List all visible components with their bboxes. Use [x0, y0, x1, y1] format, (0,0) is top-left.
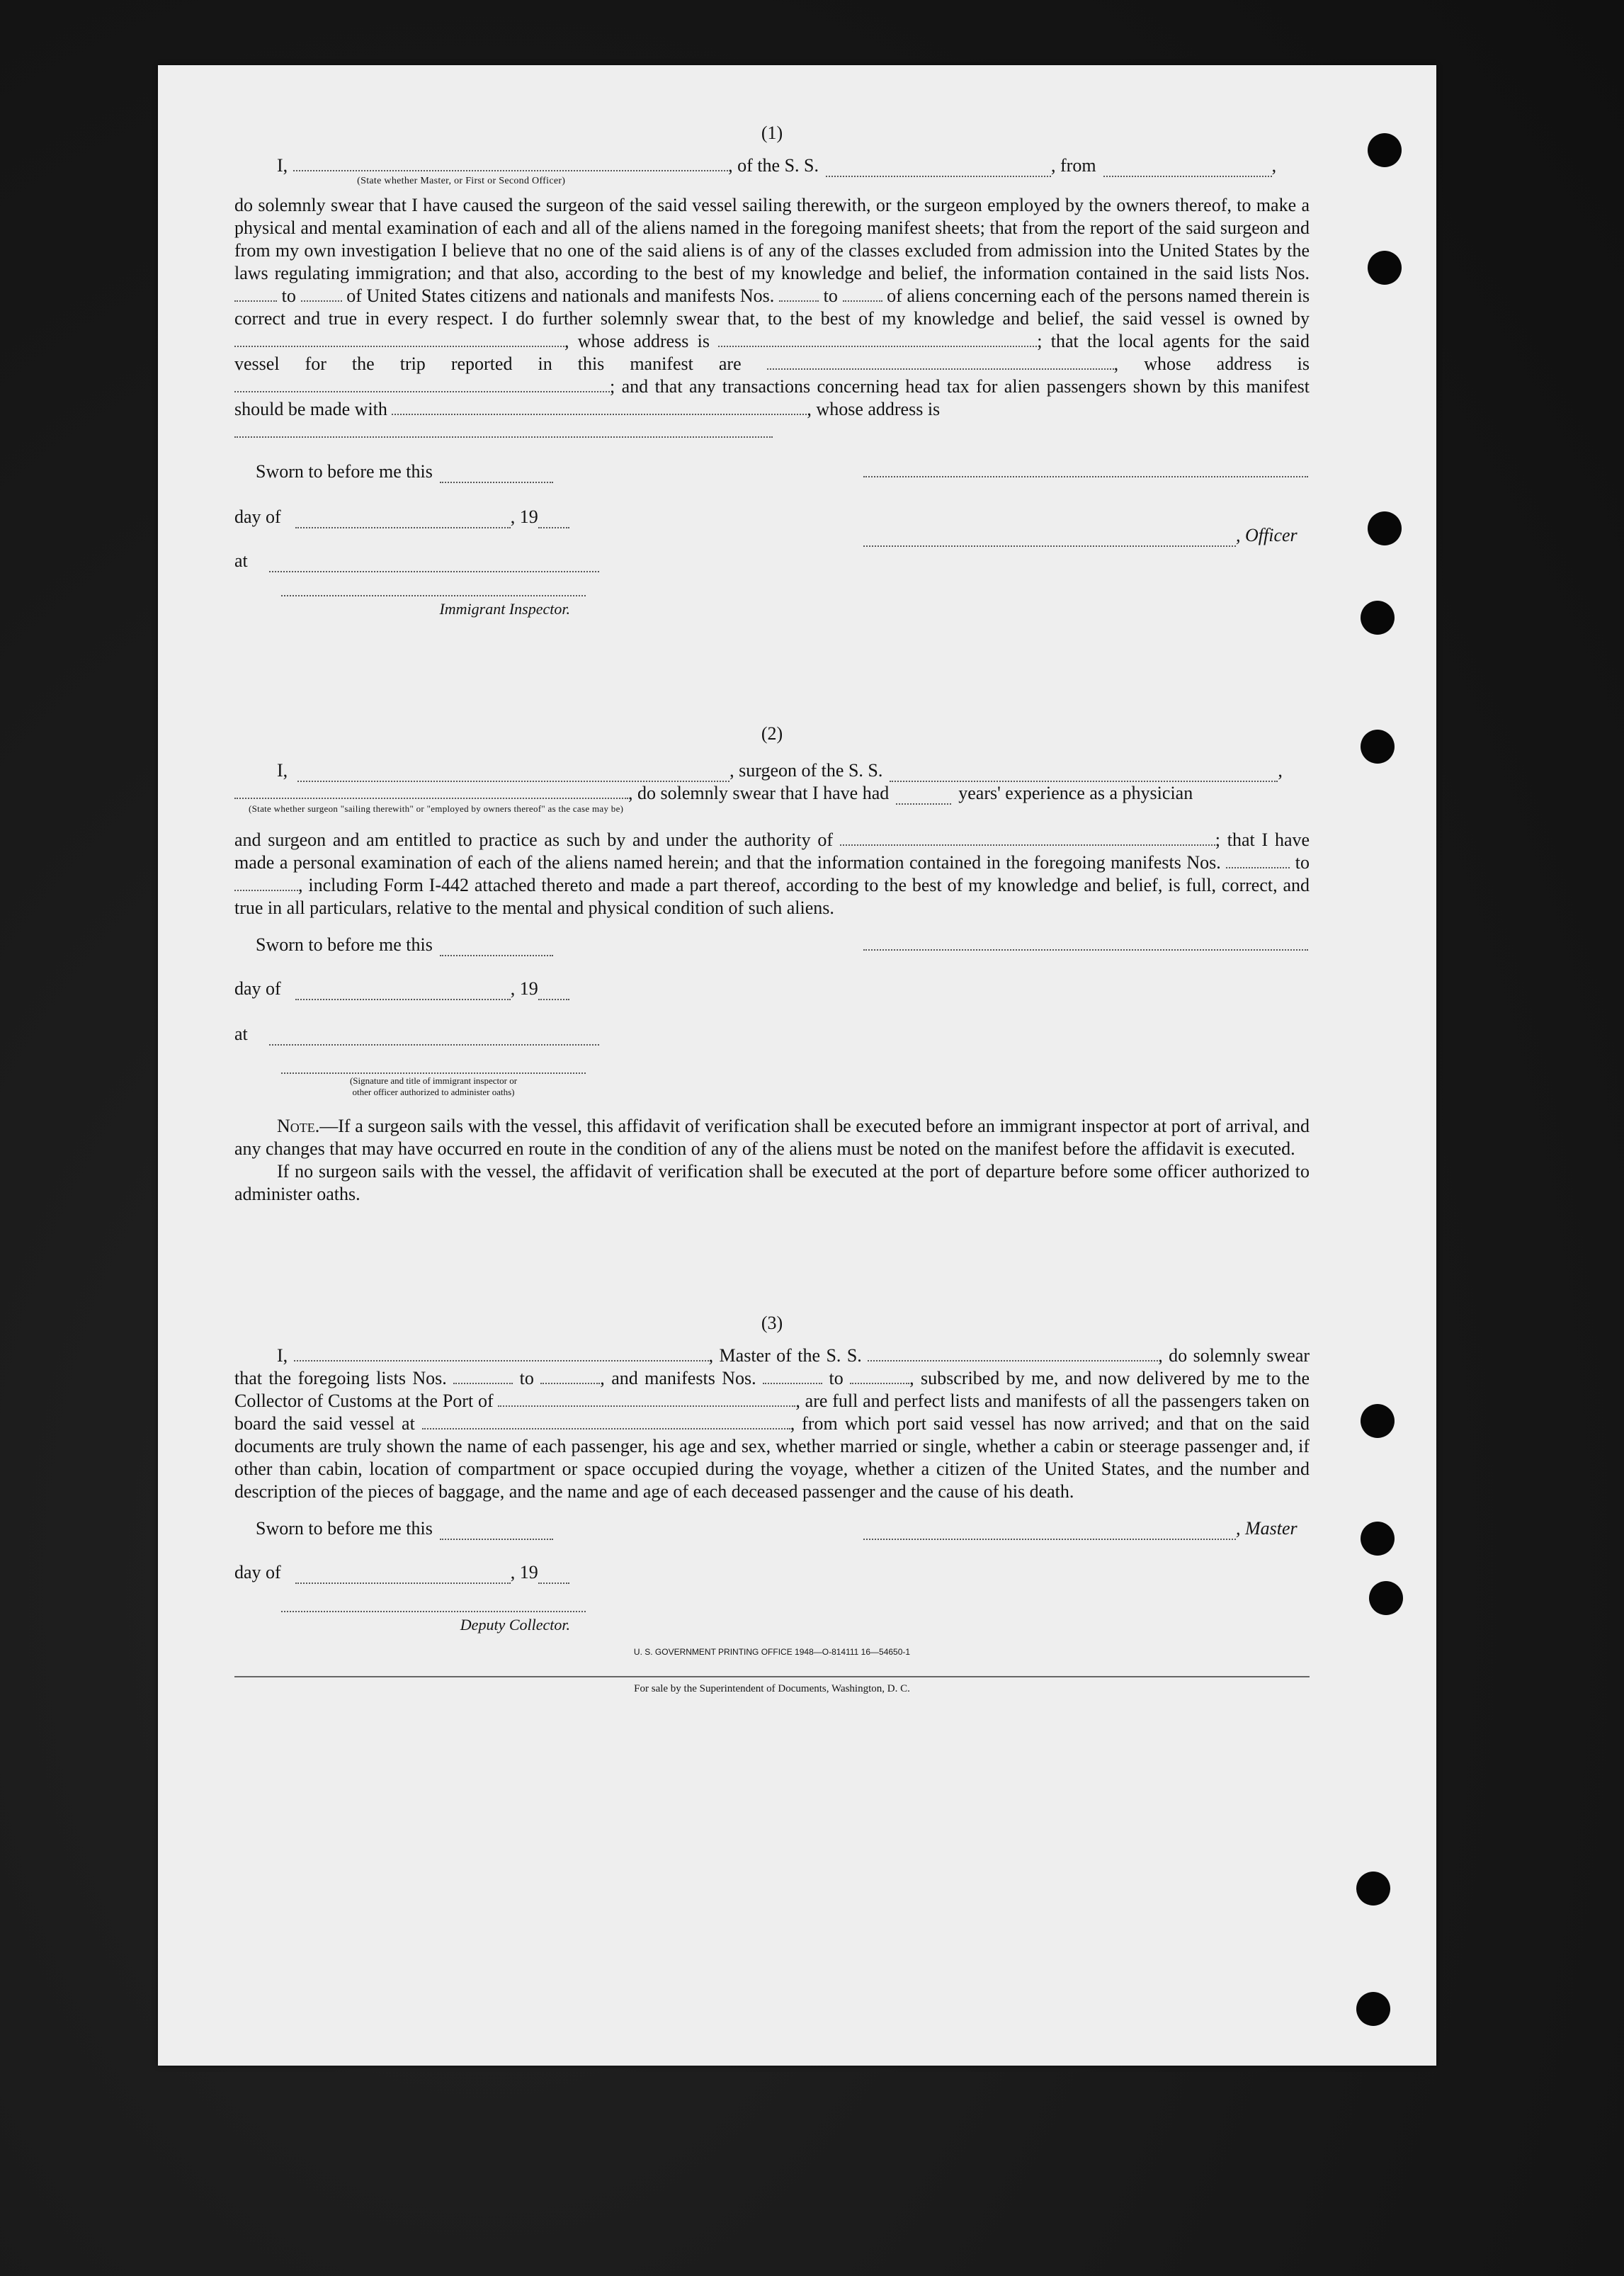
punch-hole: [1361, 601, 1395, 635]
sec3-solemnly: , do solemnly: [1158, 1345, 1261, 1366]
sec1-from: , from: [1051, 155, 1096, 176]
sec3-year-field[interactable]: [538, 1567, 569, 1584]
sec3-subscribed: , subscribed by me, and now: [909, 1368, 1130, 1388]
sec2-day-field[interactable]: [295, 983, 511, 1000]
sec1-sworn: Sworn to before me this: [256, 461, 433, 482]
lists-from-field[interactable]: [234, 285, 277, 302]
sec3-full-lists: , are full and perfect lists and: [795, 1391, 1011, 1411]
sec2-note-2: If no surgeon sails with the vessel, the affidavit of verification shall be executed at the port of departure before some officer authorized to administer oaths.: [234, 1161, 1310, 1204]
sec2-second-line: [234, 782, 1310, 814]
sec3-to-2: to: [829, 1368, 844, 1388]
sec1-to-1: to: [281, 285, 296, 306]
sec2-paragraph: [234, 829, 1310, 919]
sec1-text-2: of aliens concerning each of the persons named therein is correct and true in every respect. I do further solemnly swear that, to the best of my knowledge and belief, the said vessel is owned by: [234, 285, 1310, 329]
sec3-oath-block: [234, 1517, 1310, 1659]
sec1-day-of: day of: [234, 506, 281, 527]
sale-notice: For sale by the Superintendent of Documents, Washington, D. C.: [634, 1683, 910, 1694]
sec3-day-of: day of: [234, 1562, 281, 1583]
sec1-text-1: do solemnly swear that I have caused the surgeon of the said vessel sailing therewith, or the surgeon employed by the owners thereof, to make a physical and mental examination of each and all of the aliens named in the foregoing manifest sheets; that from the report of the said surgeon and from my own investigation I believe that no one of the said aliens is of any of the classes excluded from admission into the United States by the laws regulating immigration; and that also, according to the best of my knowledge and belief, the information contained in the said lists Nos.: [234, 195, 1310, 283]
sec1-head-tax: ; and that any transactions concerning head tax for alien passengers shown by this manifest should be made with: [234, 376, 1310, 419]
sec3-sworn-date-field[interactable]: [440, 1523, 553, 1540]
printing-office-line: U. S. GOVERNMENT PRINTING OFFICE 1948—O-814111 16—54650-1: [633, 1647, 911, 1657]
sec3-sworn: Sworn to before me this: [256, 1518, 433, 1539]
sec3-manifests-all: manifests of all the passengers taken on board the said vessel at: [234, 1391, 1310, 1434]
sec1-officer-signature-field[interactable]: [863, 530, 1236, 547]
surgeon-status-field[interactable]: [234, 782, 628, 799]
sec1-ship-name-field[interactable]: [826, 160, 1051, 177]
officer-title-field[interactable]: [293, 154, 728, 171]
section-3-number: (3): [761, 1313, 783, 1333]
form-content: [234, 122, 1310, 1694]
officer-title-caption: (State whether Master, or First or Second Officer): [357, 176, 566, 186]
sec2-years-text: years' experience as a physician: [958, 783, 1193, 803]
sec2-surgeon-of: , surgeon of the S. S.: [729, 760, 883, 781]
sec1-us-citizens: of United States citizens and nationals and manifests Nos.: [346, 285, 775, 306]
sec1-oath-block: [234, 460, 1310, 616]
sec2-oath-block: [234, 934, 1310, 1111]
years-experience-field[interactable]: [896, 788, 951, 805]
sec1-first-line: [234, 154, 1310, 186]
punch-hole: [1356, 1992, 1390, 2026]
manifests-from-field[interactable]: [779, 285, 819, 302]
sec2-i: I,: [277, 760, 288, 781]
sec1-local-agents: that the local agents for the said vessel for the trip reported in this manifest are: [234, 331, 1310, 374]
head-tax-contact-field[interactable]: [392, 398, 807, 415]
sec2-year-field[interactable]: [538, 983, 569, 1000]
sec1-comma-2: ,: [1113, 353, 1119, 374]
master-name-field[interactable]: [294, 1344, 709, 1361]
sec3-day-field[interactable]: [295, 1567, 511, 1584]
sec2-manifests-from-field[interactable]: [1226, 851, 1290, 868]
sec2-swear: , do solemnly swear that I have had: [628, 783, 890, 803]
sec3-ship-name-field[interactable]: [868, 1344, 1158, 1361]
sec2-text-1: that I have made a personal examination of each of the aliens named herein; and that the information contained in the foregoing manifests Nos.: [234, 830, 1310, 873]
sec1-of-ss: , of the S. S.: [728, 155, 819, 176]
punch-hole: [1368, 251, 1402, 285]
sec3-to-1: to: [519, 1368, 534, 1388]
sec3-lists-from-field[interactable]: [453, 1367, 513, 1384]
sec2-manifests-to-field[interactable]: [234, 874, 298, 891]
section-2-number: (2): [761, 723, 783, 744]
sec1-day-field[interactable]: [295, 511, 511, 528]
sec2-text-2: , including Form I-442 attached thereto and made a part thereof, according to the best of my knowledge and belief, is full, correct, and true in all particulars, relative to the mental and physical condition of such aliens.: [234, 875, 1310, 918]
sec1-sworn-date-field[interactable]: [440, 466, 553, 483]
agents-address-field[interactable]: [234, 375, 610, 392]
sec3-paragraph: [234, 1344, 1310, 1503]
sec1-paragraph: [234, 194, 1310, 443]
sec1-from-port-field[interactable]: [1103, 160, 1272, 177]
head-tax-address-field[interactable]: [234, 421, 773, 438]
sec1-year-field[interactable]: [538, 511, 569, 528]
sec1-whose-address-2: whose address is: [1144, 353, 1310, 374]
sec3-manifests-from-field[interactable]: [763, 1367, 822, 1384]
local-agents-field[interactable]: [767, 353, 1114, 370]
sig-caption-2: other officer authorized to administer oaths): [352, 1087, 515, 1097]
sec2-first-line: [234, 759, 1310, 782]
sec3-from-which: , from which: [790, 1413, 890, 1434]
sec2-at: at: [234, 1024, 248, 1044]
sec3-text: port said vessel has now arrived; and that on the said documents are truly shown the name of each passenger, his age and sex, whether married or single, whether a cabin or steerage passenger and, if other than cabin, location of compartment or space occupied during the voyage, whether a citizen of the United States, and the number and description of the pieces of baggage, and the name and age of each deceased passenger and the cause of his death.: [234, 1413, 1310, 1502]
form-sheet: [158, 65, 1436, 2066]
punch-hole: [1369, 1581, 1403, 1615]
sec1-whose-address-3: , whose address is: [807, 399, 941, 419]
port-field[interactable]: [498, 1390, 795, 1407]
sec3-swear-lists: swear that the foregoing lists Nos.: [234, 1345, 1310, 1388]
sig-caption-1: (Signature and title of immigrant inspector or: [349, 1075, 518, 1086]
sec2-authority: and surgeon and am entitled to practice as such by and under the authority of: [234, 830, 834, 850]
manifests-to-field[interactable]: [843, 285, 882, 302]
lists-to-field[interactable]: [301, 285, 342, 302]
sec2-to: to: [1295, 852, 1310, 873]
punch-hole: [1368, 133, 1402, 167]
sec2-19: , 19: [510, 978, 538, 999]
footer-divider: [234, 1676, 1310, 1677]
inspector-signature-field[interactable]: [281, 591, 586, 596]
sec3-master-of: , Master of the S. S.: [708, 1345, 862, 1366]
sec1-to-2: to: [823, 285, 838, 306]
note-text: —If a surgeon sails with the vessel, this affidavit of verification shall be executed before an immigrant inspector at port of arrival, and any changes that may have occurred en route in the condition of any of the aliens must be noted on the manifest before the affidavit is executed.: [234, 1116, 1310, 1159]
inspector-label: Immigrant Inspector.: [439, 600, 570, 618]
sec2-sworn-date-field[interactable]: [440, 939, 553, 956]
sec1-officer-label: , Officer: [1236, 525, 1298, 545]
sec3-and-manifests: , and manifests Nos.: [600, 1368, 756, 1388]
surgeon-name-field[interactable]: [297, 765, 729, 782]
boarding-port-field[interactable]: [422, 1412, 790, 1429]
master-signature-field[interactable]: [863, 1523, 1236, 1540]
sec3-lists-to-field[interactable]: [540, 1367, 600, 1384]
punch-hole: [1356, 1872, 1390, 1906]
sec3-19: , 19: [510, 1562, 538, 1583]
sec1-i: I,: [277, 155, 288, 176]
deputy-signature-field[interactable]: [281, 1607, 586, 1612]
sec1-semicolon: ;: [1037, 331, 1043, 351]
authority-field[interactable]: [840, 829, 1215, 846]
sec1-19: , 19: [510, 506, 538, 527]
sec2-ship-name-field[interactable]: [890, 765, 1278, 782]
sec2-at-field[interactable]: [269, 1029, 599, 1046]
sec3-master-label: , Master: [1236, 1518, 1298, 1539]
surgeon-status-caption: (State whether surgeon "sailing therewith" or "employed by owners thereof" as the case may be): [249, 803, 624, 814]
surgeon-signature-field[interactable]: [863, 934, 1308, 951]
punch-hole: [1361, 730, 1395, 764]
sec1-comma: ,: [1271, 155, 1277, 176]
sec2-semicolon: ;: [1215, 830, 1221, 850]
sec3-i: I,: [277, 1345, 288, 1366]
note-label: Note.: [277, 1116, 320, 1136]
punch-hole: [1361, 1522, 1395, 1556]
owner-address-field[interactable]: [718, 330, 1037, 347]
sec1-at-field[interactable]: [269, 555, 599, 572]
sec2-comma: ,: [1278, 760, 1283, 781]
sec2-note: [234, 1115, 1310, 1160]
sec3-manifests-to-field[interactable]: [850, 1367, 909, 1384]
deputy-label: Deputy Collector.: [460, 1616, 570, 1634]
vessel-owner-field[interactable]: [234, 330, 564, 347]
section-1-number: (1): [761, 123, 783, 143]
sec1-whose-address: , whose address is: [564, 331, 710, 351]
sec2-official-signature-field[interactable]: [281, 1068, 586, 1074]
sec2-day-of: day of: [234, 978, 281, 999]
punch-hole: [1368, 511, 1402, 545]
sec1-at: at: [234, 550, 248, 571]
sec2-sworn: Sworn to before me this: [256, 934, 433, 955]
sec3-delivered: delivered by me to the Collector of Customs at the Port of: [234, 1368, 1310, 1411]
sec1-officer-signature-top[interactable]: [863, 460, 1308, 477]
punch-hole: [1361, 1404, 1395, 1438]
